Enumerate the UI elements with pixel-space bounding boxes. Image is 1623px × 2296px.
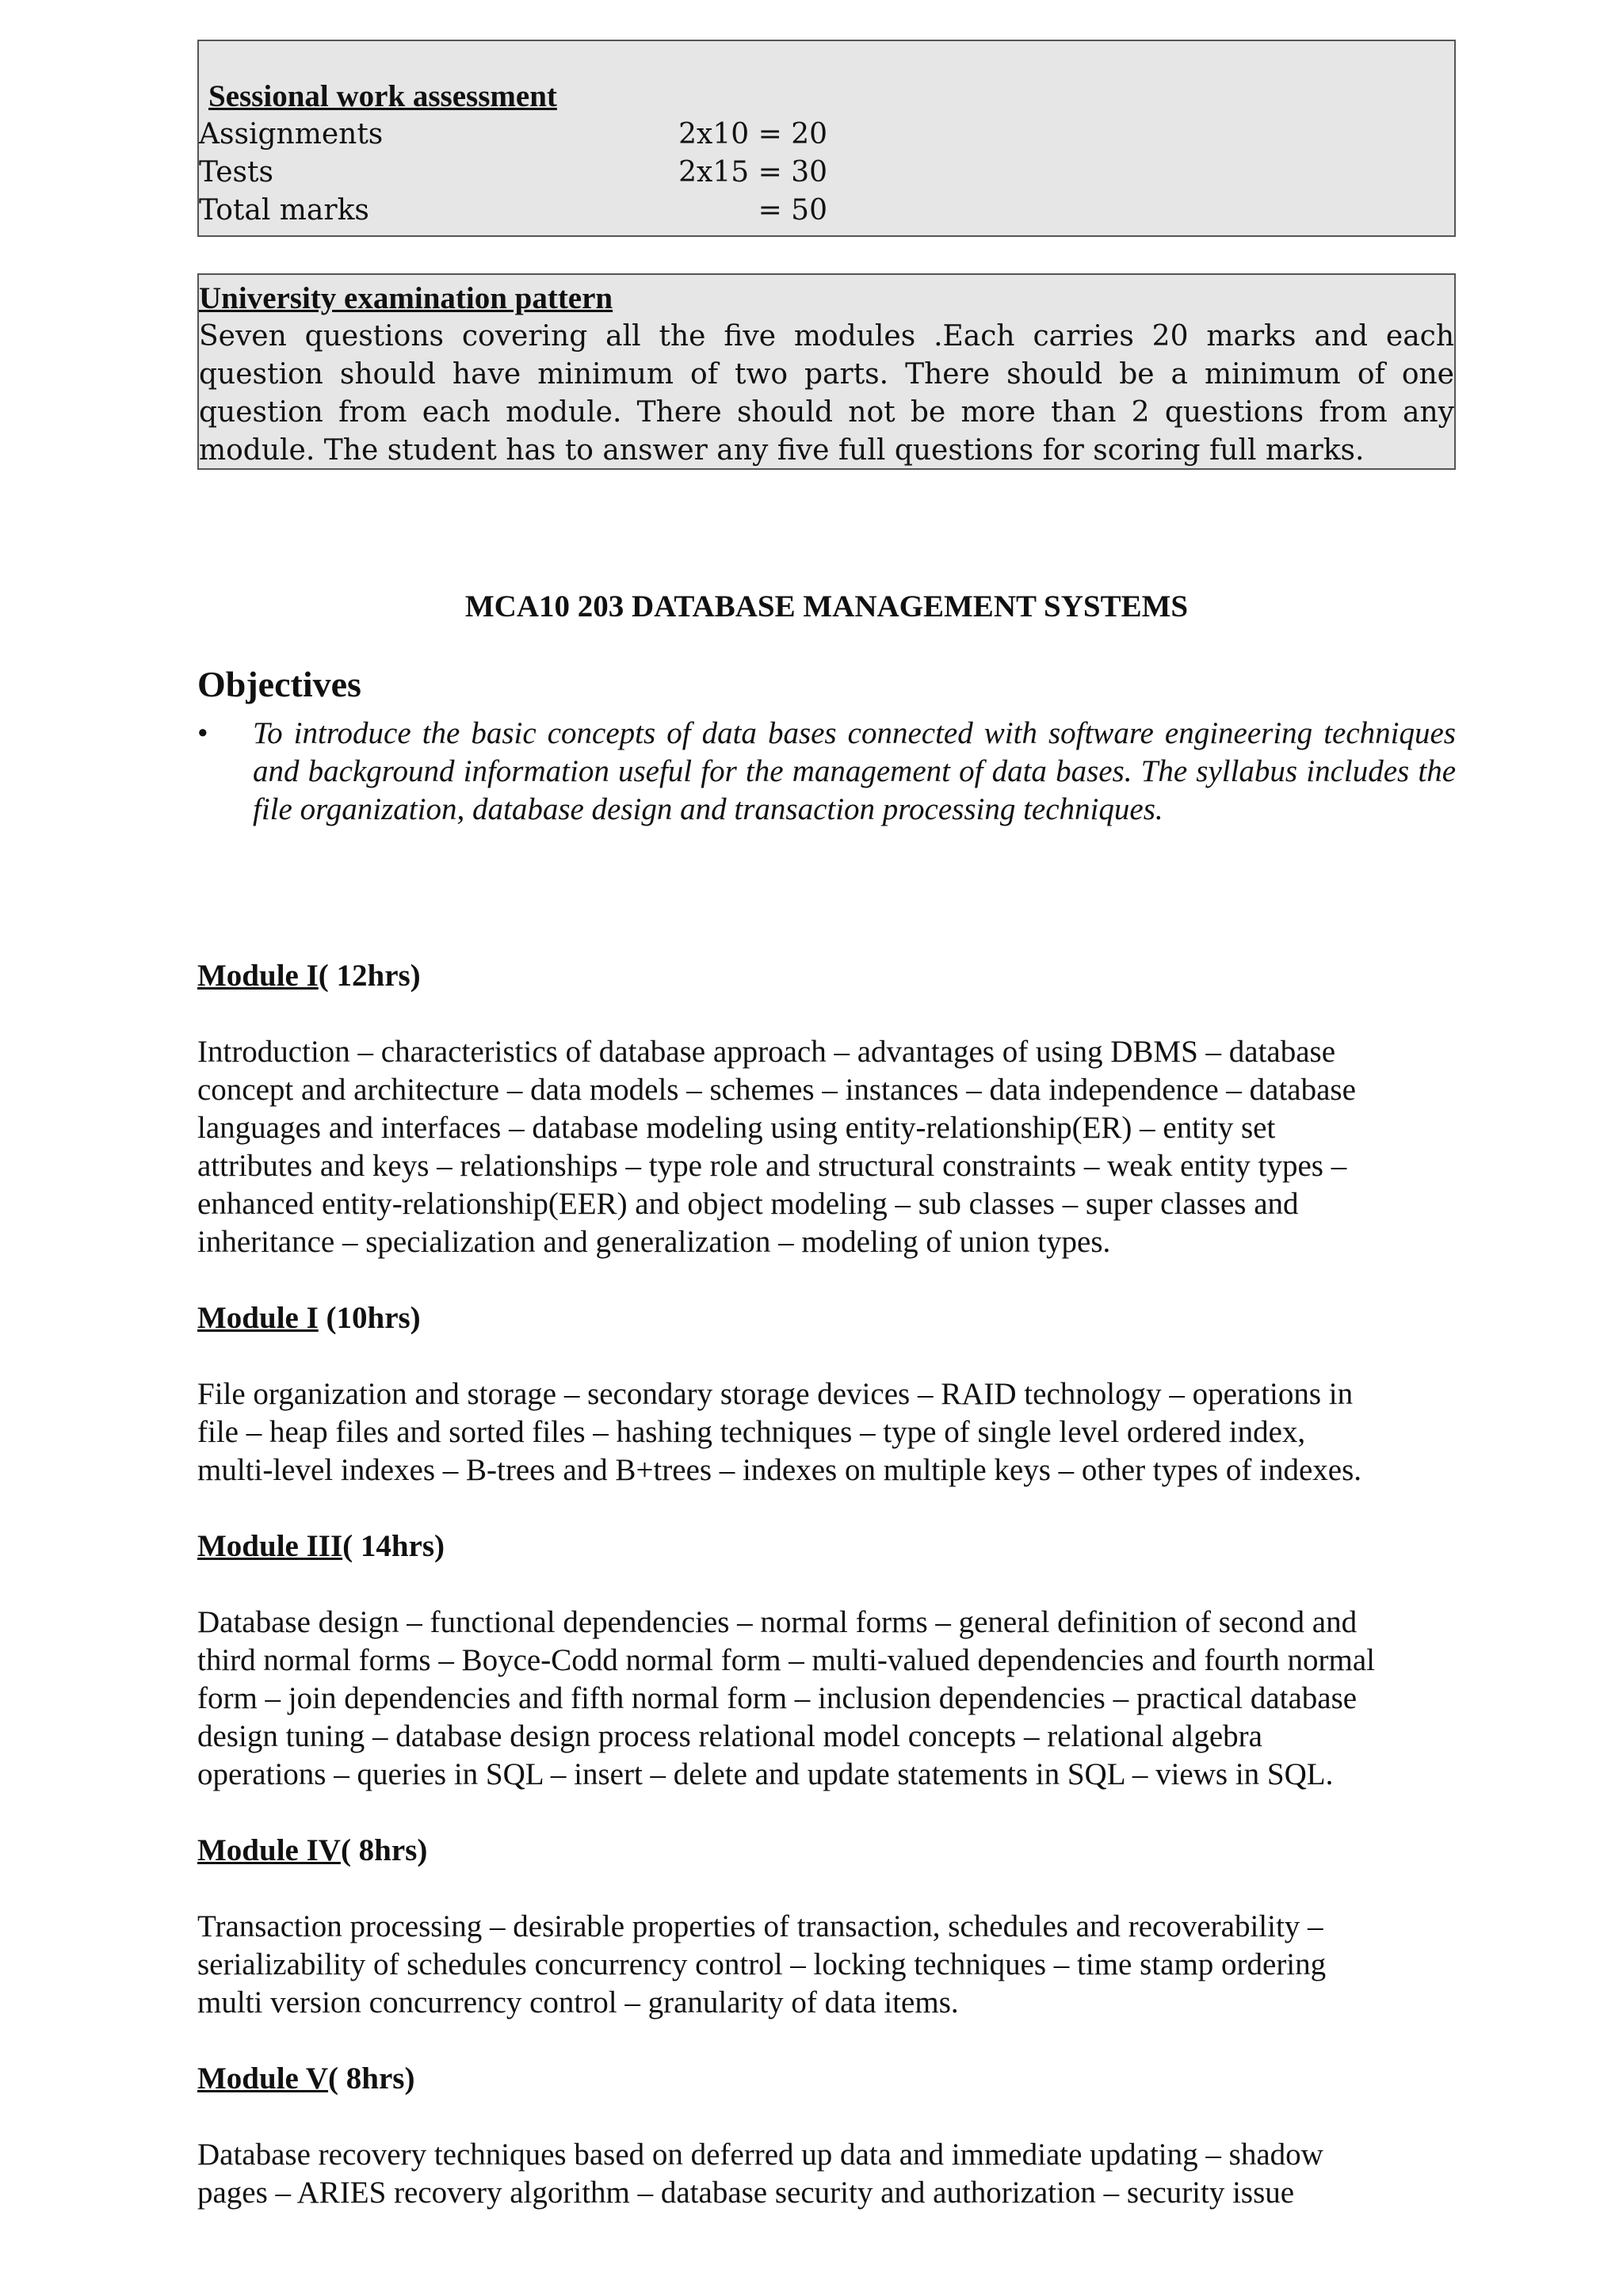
module-heading xyxy=(197,1299,421,1337)
module-hours: ( 8hrs) xyxy=(340,1833,428,1867)
exam-pattern-text: Seven questions covering all the five modules .Each carries 20 marks and each question should have minimum of two parts. There should be a minimum of one question from each module. There should not be more than 2 questions from any module. The student has to answer any five full questions for scoring full marks. xyxy=(199,320,1454,467)
marks-label: Tests xyxy=(199,156,273,189)
module-line: Database recovery techniques based on deferred up data and immediate updating – shadow xyxy=(197,2138,1323,2172)
bullet-icon: • xyxy=(197,716,208,750)
module-name: Module I xyxy=(197,959,319,993)
module-heading xyxy=(197,1527,445,1566)
marks-value: 2x10 = 20 xyxy=(678,118,827,151)
module-heading xyxy=(197,1832,427,1870)
module-hours: ( 8hrs) xyxy=(328,2061,415,2096)
marks-row-total xyxy=(199,192,1454,230)
module-content xyxy=(197,1604,1456,1794)
exam-pattern-box xyxy=(197,273,1456,470)
module-line: operations – queries in SQL – insert – delete and update statements in SQL – views in SQL. xyxy=(197,1757,1334,1791)
module-content xyxy=(197,2136,1456,2212)
sessional-assessment-box xyxy=(197,40,1456,237)
module-line: multi version concurrency control – granularity of data items. xyxy=(197,1985,959,2019)
module-line: Transaction processing – desirable properties of transaction, schedules and recoverability – xyxy=(197,1909,1323,1943)
module-content xyxy=(197,1033,1456,1261)
marks-label: Assignments xyxy=(199,118,384,151)
module-heading xyxy=(197,2060,414,2098)
module-name: Module III xyxy=(197,1529,343,1563)
document-page xyxy=(197,40,1456,2210)
module-line: enhanced entity-relationship(EER) and object modeling – sub classes – super classes and xyxy=(197,1187,1299,1221)
objectives-heading: Objectives xyxy=(197,664,361,704)
exam-heading: University examination pattern xyxy=(199,281,613,315)
module-line: concept and architecture – data models – schemes – instances – data independence – database xyxy=(197,1073,1356,1107)
course-title: MCA10 203 DATABASE MANAGEMENT SYSTEMS xyxy=(464,589,1189,624)
marks-value: 2x15 = 30 xyxy=(678,156,827,189)
module-line: pages – ARIES recovery algorithm – database security and authorization – security issue xyxy=(197,2176,1295,2210)
module-heading xyxy=(197,957,421,995)
module-line: form – join dependencies and fifth normal form – inclusion dependencies – practical database xyxy=(197,1681,1358,1715)
marks-value: = 50 xyxy=(758,194,827,227)
module-content xyxy=(197,1375,1456,1489)
module-line: languages and interfaces – database modeling using entity-relationship(ER) – entity set xyxy=(197,1111,1276,1145)
module-line: Database design – functional dependencies – normal forms – general definition of second and xyxy=(197,1605,1358,1639)
sessional-heading: Sessional work assessment xyxy=(208,79,557,113)
marks-row-assignments xyxy=(199,116,1454,154)
module-line: third normal forms – Boyce-Codd normal form – multi-valued dependencies and fourth normal xyxy=(197,1643,1375,1677)
module-name: Module I xyxy=(197,1301,319,1335)
module-line: Introduction – characteristics of database approach – advantages of using DBMS – database xyxy=(197,1035,1336,1069)
module-content xyxy=(197,1908,1456,2022)
module-line: file – heap files and sorted files – hashing techniques – type of single level ordered index, xyxy=(197,1415,1306,1449)
module-line: inheritance – specialization and generalization – modeling of union types. xyxy=(197,1225,1111,1259)
module-hours: ( 12hrs) xyxy=(318,959,421,993)
module-name: Module IV xyxy=(197,1833,341,1867)
module-hours: ( 14hrs) xyxy=(342,1529,445,1563)
objective-text: To introduce the basic concepts of data bases connected with software engineering techniques and background information useful for the management of data bases. The syllabus includes the file organization, database design and transaction processing techniques. xyxy=(253,716,1456,826)
module-line: design tuning – database design process relational model concepts – relational algebra xyxy=(197,1719,1262,1753)
marks-row-tests xyxy=(199,154,1454,192)
module-name: Module V xyxy=(197,2061,329,2096)
module-line: File organization and storage – secondary storage devices – RAID technology – operations in xyxy=(197,1377,1354,1411)
module-line: multi-level indexes – B-trees and B+trees – indexes on multiple keys – other types of indexes. xyxy=(197,1453,1361,1487)
module-line: attributes and keys – relationships – type role and structural constraints – weak entity types – xyxy=(197,1149,1347,1183)
module-line: serializability of schedules concurrency control – locking techniques – time stamp ordering xyxy=(197,1947,1327,1981)
module-hours: (10hrs) xyxy=(318,1301,421,1335)
objectives-list xyxy=(197,715,1456,829)
marks-label: Total marks xyxy=(199,194,369,227)
objective-item xyxy=(197,715,1456,829)
